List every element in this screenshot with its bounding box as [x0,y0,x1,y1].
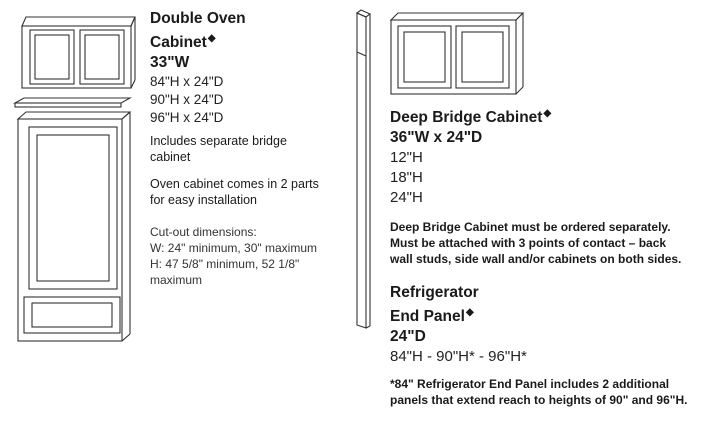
double-oven-note-bridge [150,133,287,165]
deep-bridge-note [390,219,681,267]
fridge-panel-depth: 24"D [390,328,426,346]
double-oven-title-line2: Cabinet [150,34,207,52]
deep-bridge-note-line1: Deep Bridge Cabinet must be ordered separately. [390,220,671,234]
fridge-panel-title-line1: Refrigerator [390,284,479,301]
deep-bridge-width: 36"W x 24"D [390,129,483,147]
double-oven-width: 33"W [150,54,190,72]
oven-tall-cabinet-drawing [18,112,130,341]
double-oven-note1-line1: Includes separate bridge [150,134,287,148]
double-oven-section [150,9,350,127]
fridge-panel-note-line1: *84" Refrigerator End Panel includes 2 additional [390,377,670,391]
cutout-line-2: W: 24" minimum, 30" maximum [150,241,317,255]
fridge-panel-title-line2-wrap [390,303,527,327]
double-oven-dims [150,73,350,127]
deep-bridge-section [390,104,551,208]
diamond-icon: ◆ [465,307,474,318]
double-oven-cutout [150,224,317,288]
oven-bridge-cabinet-drawing [22,17,135,88]
double-oven-dim-2: 90"H x 24"D [150,92,224,108]
fridge-end-panel-drawing [357,10,370,328]
deep-bridge-dim-1: 12"H [390,149,423,167]
deep-bridge-dim-2: 18"H [390,169,423,187]
cutout-line-3: H: 47 5/8" minimum, 52 1/8" [150,257,300,271]
diamond-icon: ◆ [207,33,216,44]
diamond-icon: ◆ [543,108,552,119]
fridge-panel-dims: 84"H - 90"H* - 96"H* [390,348,527,366]
deep-bridge-dims [390,148,551,208]
deep-bridge-dim-3: 24"H [390,189,423,207]
fridge-panel-section [390,283,527,367]
fridge-panel-note [390,376,687,408]
deep-bridge-note-line3: wall studs, side wall and/or cabinets on both sides. [390,252,682,266]
double-oven-note1-line2: cabinet [150,150,191,164]
fridge-panel-note-line2: panels that extend reach to heights of 90" and 96"H. [390,393,688,407]
double-oven-dim-3: 96"H x 24"D [150,110,224,126]
cutout-line-1: Cut-out dimensions: [150,225,257,239]
double-oven-dim-1: 84"H x 24"D [150,74,224,90]
double-oven-title-line1: Double Oven [150,10,246,27]
double-oven-note2-line1: Oven cabinet comes in 2 parts [150,177,319,191]
deep-bridge-note-line2: Must be attached with 3 points of contact – back [390,236,667,250]
fridge-panel-title-line2: End Panel [390,308,465,326]
deep-bridge-cabinet-drawing [391,13,523,94]
deep-bridge-title: Deep Bridge Cabinet [390,109,543,127]
double-oven-title-line2-wrap [150,29,350,53]
double-oven-note-parts [150,176,319,208]
oven-separator-drawing [15,98,130,107]
cutout-line-4: maximum [150,273,203,287]
double-oven-note2-line2: for easy installation [150,193,258,207]
